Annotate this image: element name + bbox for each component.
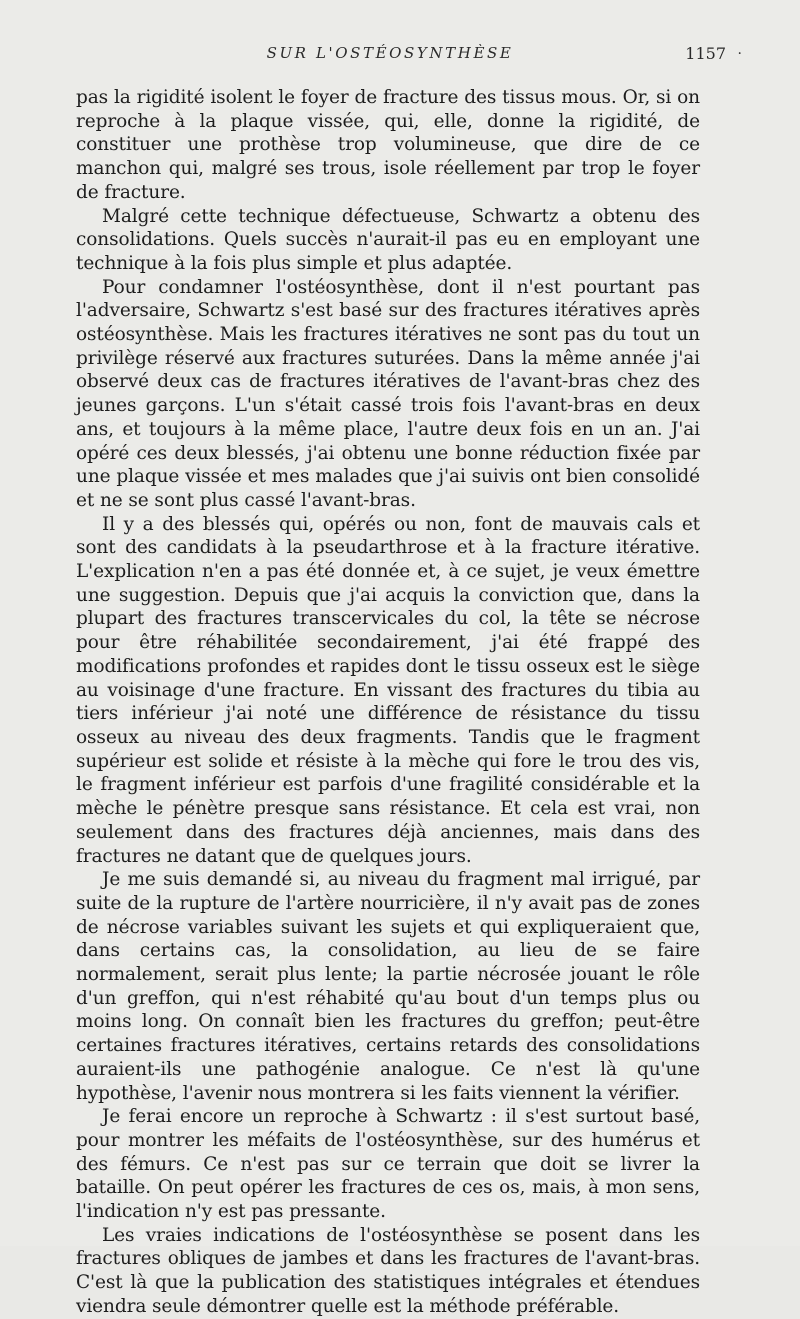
running-title: SUR L'OSTÉOSYNTHÈSE [266,44,514,62]
paragraph-continuation: pas la rigidité isolent le foyer de fracture des tissus mous. Or, si on reproche à la plaque vissée, qui, elle, donne la rigidité, de constituer une prothèse trop volumineuse, que dire de ce manchon qui, malgré ses trous, isole réellement par trop le foyer de fracture. [76,87,700,203]
running-header [0,44,800,68]
body-text [76,86,700,1319]
margin-mark: · [737,46,742,62]
paragraph: Les vraies indications de l'ostéosynthèse se posent dans les fractures obliques de jambes et dans les fractures de l'avant-bras. C'est là que la publication des statistiques intégrales et étendues viendra seule démontrer quelle est la méthode préférable. [76,1224,700,1317]
paragraph: Malgré cette technique défectueuse, Schwartz a obtenu des consolidations. Quels succès n'aurait-il pas eu en employant une technique à la fois plus simple et plus adaptée. [76,205,700,274]
paragraph: Il y a des blessés qui, opérés ou non, font de mauvais cals et sont des candidats à la pseudarthrose et à la fracture itérative. L'explication n'en a pas été donnée et, à ce sujet, je veux émettre une suggestion. Depuis que j'ai acquis la conviction que, dans la plupart des fractures transcervicales du col, la tête se nécrose pour être réhabilitée secondairement, j'ai été frappé des modifications profondes et rapides dont le tissu osseux est le siège au voisinage d'une fracture. En vissant des fractures du tibia au tiers inférieur j'ai noté une différence de résistance du tissu osseux au niveau des deux fragments. Tandis que le fragment supérieur est solide et résiste à la mèche qui fore le trou des vis, le fragment inférieur est parfois d'une fragilité considérable et la mèche le pénètre presque sans résistance. Et cela est vrai, non seulement dans des fractures déjà anciennes, mais dans des fractures ne datant que de quelques jours. [76,513,700,867]
paragraph: Pour condamner l'ostéosynthèse, dont il n'est pourtant pas l'adversaire, Schwartz s'est basé sur des fractures itératives après ostéosynthèse. Mais les fractures itératives ne sont pas du tout un privilège réservé aux fractures suturées. Dans la même année j'ai observé deux cas de fractures itératives de l'avant-bras chez des jeunes garçons. L'un s'était cassé trois fois l'avant-bras en deux ans, et toujours à la même place, l'autre deux fois en un an. J'ai opéré ces deux blessés, j'ai obtenu une bonne réduction fixée par une plaque vissée et mes malades que j'ai suivis ont bien consolidé et ne se sont plus cassé l'avant-bras. [76,276,700,511]
paragraph: Je ferai encore un reproche à Schwartz : il s'est surtout basé, pour montrer les méfaits de l'ostéosynthèse, sur des humérus et des fémurs. Ce n'est pas sur ce terrain que doit se livrer la bataille. On peut opérer les fractures de ces os, mais, à mon sens, l'indication n'y est pas pressante. [76,1106,700,1223]
paragraph: Je me suis demandé si, au niveau du fragment mal irrigué, par suite de la rupture de l'artère nourricière, il n'y avait pas de zones de nécrose variables suivant les sujets et qui expliqueraient que, dans certains cas, la consolidation, au lieu de se faire normalement, serait plus lente; la partie nécrosée jouant le rôle d'un greffon, qui n'est réhabité qu'au bout d'un temps plus ou moins long. On connaît bien les fractures du greffon; peut-être certaines fractures itératives, certains retards des consolidations auraient-ils une pathogénie analogue. Ce n'est là qu'une hypothèse, l'avenir nous montrera si les faits viennent la vérifier. [76,869,700,1104]
page-number: 1157 [685,44,726,63]
